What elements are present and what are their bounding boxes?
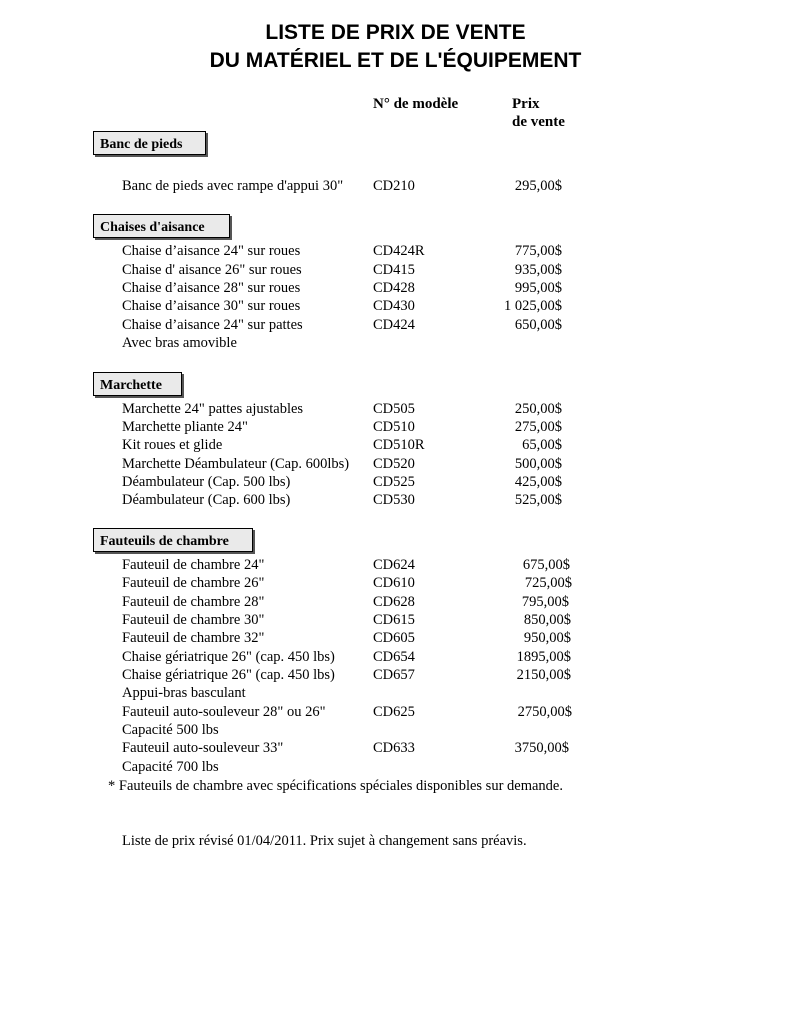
item-model: CD520 [373,456,415,472]
item-description: Marchette pliante 24" [122,419,248,435]
item-description: Capacité 700 lbs [122,759,219,775]
item-description: Chaise gériatrique 26" (cap. 450 lbs) [122,667,335,683]
price-row [0,629,791,647]
page-title-line-2: DU MATÉRIEL ET DE L'ÉQUIPEMENT [209,49,582,72]
item-description: Appui-bras basculant [122,685,246,701]
item-description: Fauteuil de chambre 26" [122,575,265,591]
price-row [0,666,791,684]
item-description: Marchette 24" pattes ajustables [122,401,304,417]
item-model: CD510R [373,437,425,453]
price-row [0,316,791,334]
item-price: 935,00$ [514,262,562,278]
item-model: CD505 [373,401,415,417]
price-row [0,556,791,574]
item-price: 65,00$ [522,437,562,453]
price-row [0,703,791,721]
item-description: Chaise gériatrique 26" (cap. 450 lbs) [122,649,335,665]
price-row [0,436,791,454]
item-description: Marchette Déambulateur (Cap. 600lbs) [122,456,350,472]
price-column-header-line-2: de vente [512,114,565,130]
item-model: CD633 [373,740,415,756]
item-price: 295,00$ [514,178,562,194]
item-description: Chaise d’aisance 24" sur roues [122,243,301,259]
item-model: CD624 [373,557,415,573]
price-row [0,611,791,629]
item-price: 995,00$ [514,280,562,296]
item-model: CD610 [373,575,415,591]
item-price: 950,00$ [523,630,571,646]
item-model: CD615 [373,612,415,628]
item-model: CD210 [373,178,415,194]
item-description: Déambulateur (Cap. 500 lbs) [122,474,291,490]
item-model: CD428 [373,280,415,296]
price-row [0,400,791,418]
item-model: CD628 [373,594,415,610]
price-row [0,297,791,315]
item-description: Chaise d’aisance 24" sur pattes [122,317,303,333]
item-description: Fauteuil de chambre 28" [122,594,265,610]
item-model: CD424 [373,317,415,333]
item-model: CD654 [373,649,415,665]
item-price: 1 025,00$ [504,298,562,314]
item-price: 275,00$ [514,419,562,435]
item-price: 3750,00$ [514,740,569,756]
item-model: CD625 [373,704,415,720]
section-header-chaises-d-aisance: Chaises d'aisance [93,214,230,238]
price-row [0,758,791,776]
item-model: CD430 [373,298,415,314]
item-price: 650,00$ [514,317,562,333]
item-description: Déambulateur (Cap. 600 lbs) [122,492,291,508]
price-column-header-line-1: Prix [512,96,540,112]
price-row [0,574,791,592]
item-model: CD424R [373,243,425,259]
price-row [0,418,791,436]
item-price: 775,00$ [514,243,562,259]
item-price: 725,00$ [524,575,572,591]
price-row [0,491,791,509]
price-row [0,261,791,279]
page-title-line-1: LISTE DE PRIX DE VENTE [265,21,526,44]
item-description: Fauteuil auto-souleveur 28" ou 26" [122,704,326,720]
price-row [0,684,791,702]
price-row [0,455,791,473]
section-header-marchette: Marchette [93,372,182,396]
section-header-banc-de-pieds: Banc de pieds [93,131,206,155]
price-row [0,473,791,491]
price-row [0,177,791,195]
item-price: 2750,00$ [517,704,572,720]
item-price: 525,00$ [514,492,562,508]
item-description: Capacité 500 lbs [122,722,219,738]
price-row [0,593,791,611]
item-model: CD530 [373,492,415,508]
item-description: Fauteuil de chambre 24" [122,557,265,573]
item-description: Fauteuil de chambre 32" [122,630,265,646]
footnote: * Fauteuils de chambre avec spécifications spéciales disponibles sur demande. [108,778,563,794]
price-row [0,648,791,666]
price-row [0,279,791,297]
item-description: Fauteuil auto-souleveur 33" [122,740,284,756]
item-price: 250,00$ [514,401,562,417]
item-price: 675,00$ [522,557,570,573]
price-row [0,334,791,352]
item-price: 850,00$ [523,612,571,628]
section-header-fauteuils-de-chambre: Fauteuils de chambre [93,528,253,552]
price-row [0,721,791,739]
price-row [0,242,791,260]
item-model: CD510 [373,419,415,435]
item-price: 1895,00$ [516,649,571,665]
item-model: CD415 [373,262,415,278]
revision-note: Liste de prix révisé 01/04/2011. Prix sujet à changement sans préavis. [122,833,527,849]
price-row [0,739,791,757]
item-description: Chaise d' aisance 26" sur roues [122,262,302,278]
item-description: Banc de pieds avec rampe d'appui 30" [122,178,344,194]
item-price: 425,00$ [514,474,562,490]
item-model: CD525 [373,474,415,490]
item-price: 795,00$ [521,594,569,610]
item-price: 500,00$ [514,456,562,472]
item-description: Avec bras amovible [122,335,237,351]
item-description: Chaise d’aisance 28" sur roues [122,280,301,296]
item-description: Kit roues et glide [122,437,223,453]
item-price: 2150,00$ [516,667,571,683]
model-column-header: N° de modèle [373,96,459,112]
item-model: CD657 [373,667,415,683]
item-description: Fauteuil de chambre 30" [122,612,265,628]
item-model: CD605 [373,630,415,646]
item-description: Chaise d’aisance 30" sur roues [122,298,301,314]
